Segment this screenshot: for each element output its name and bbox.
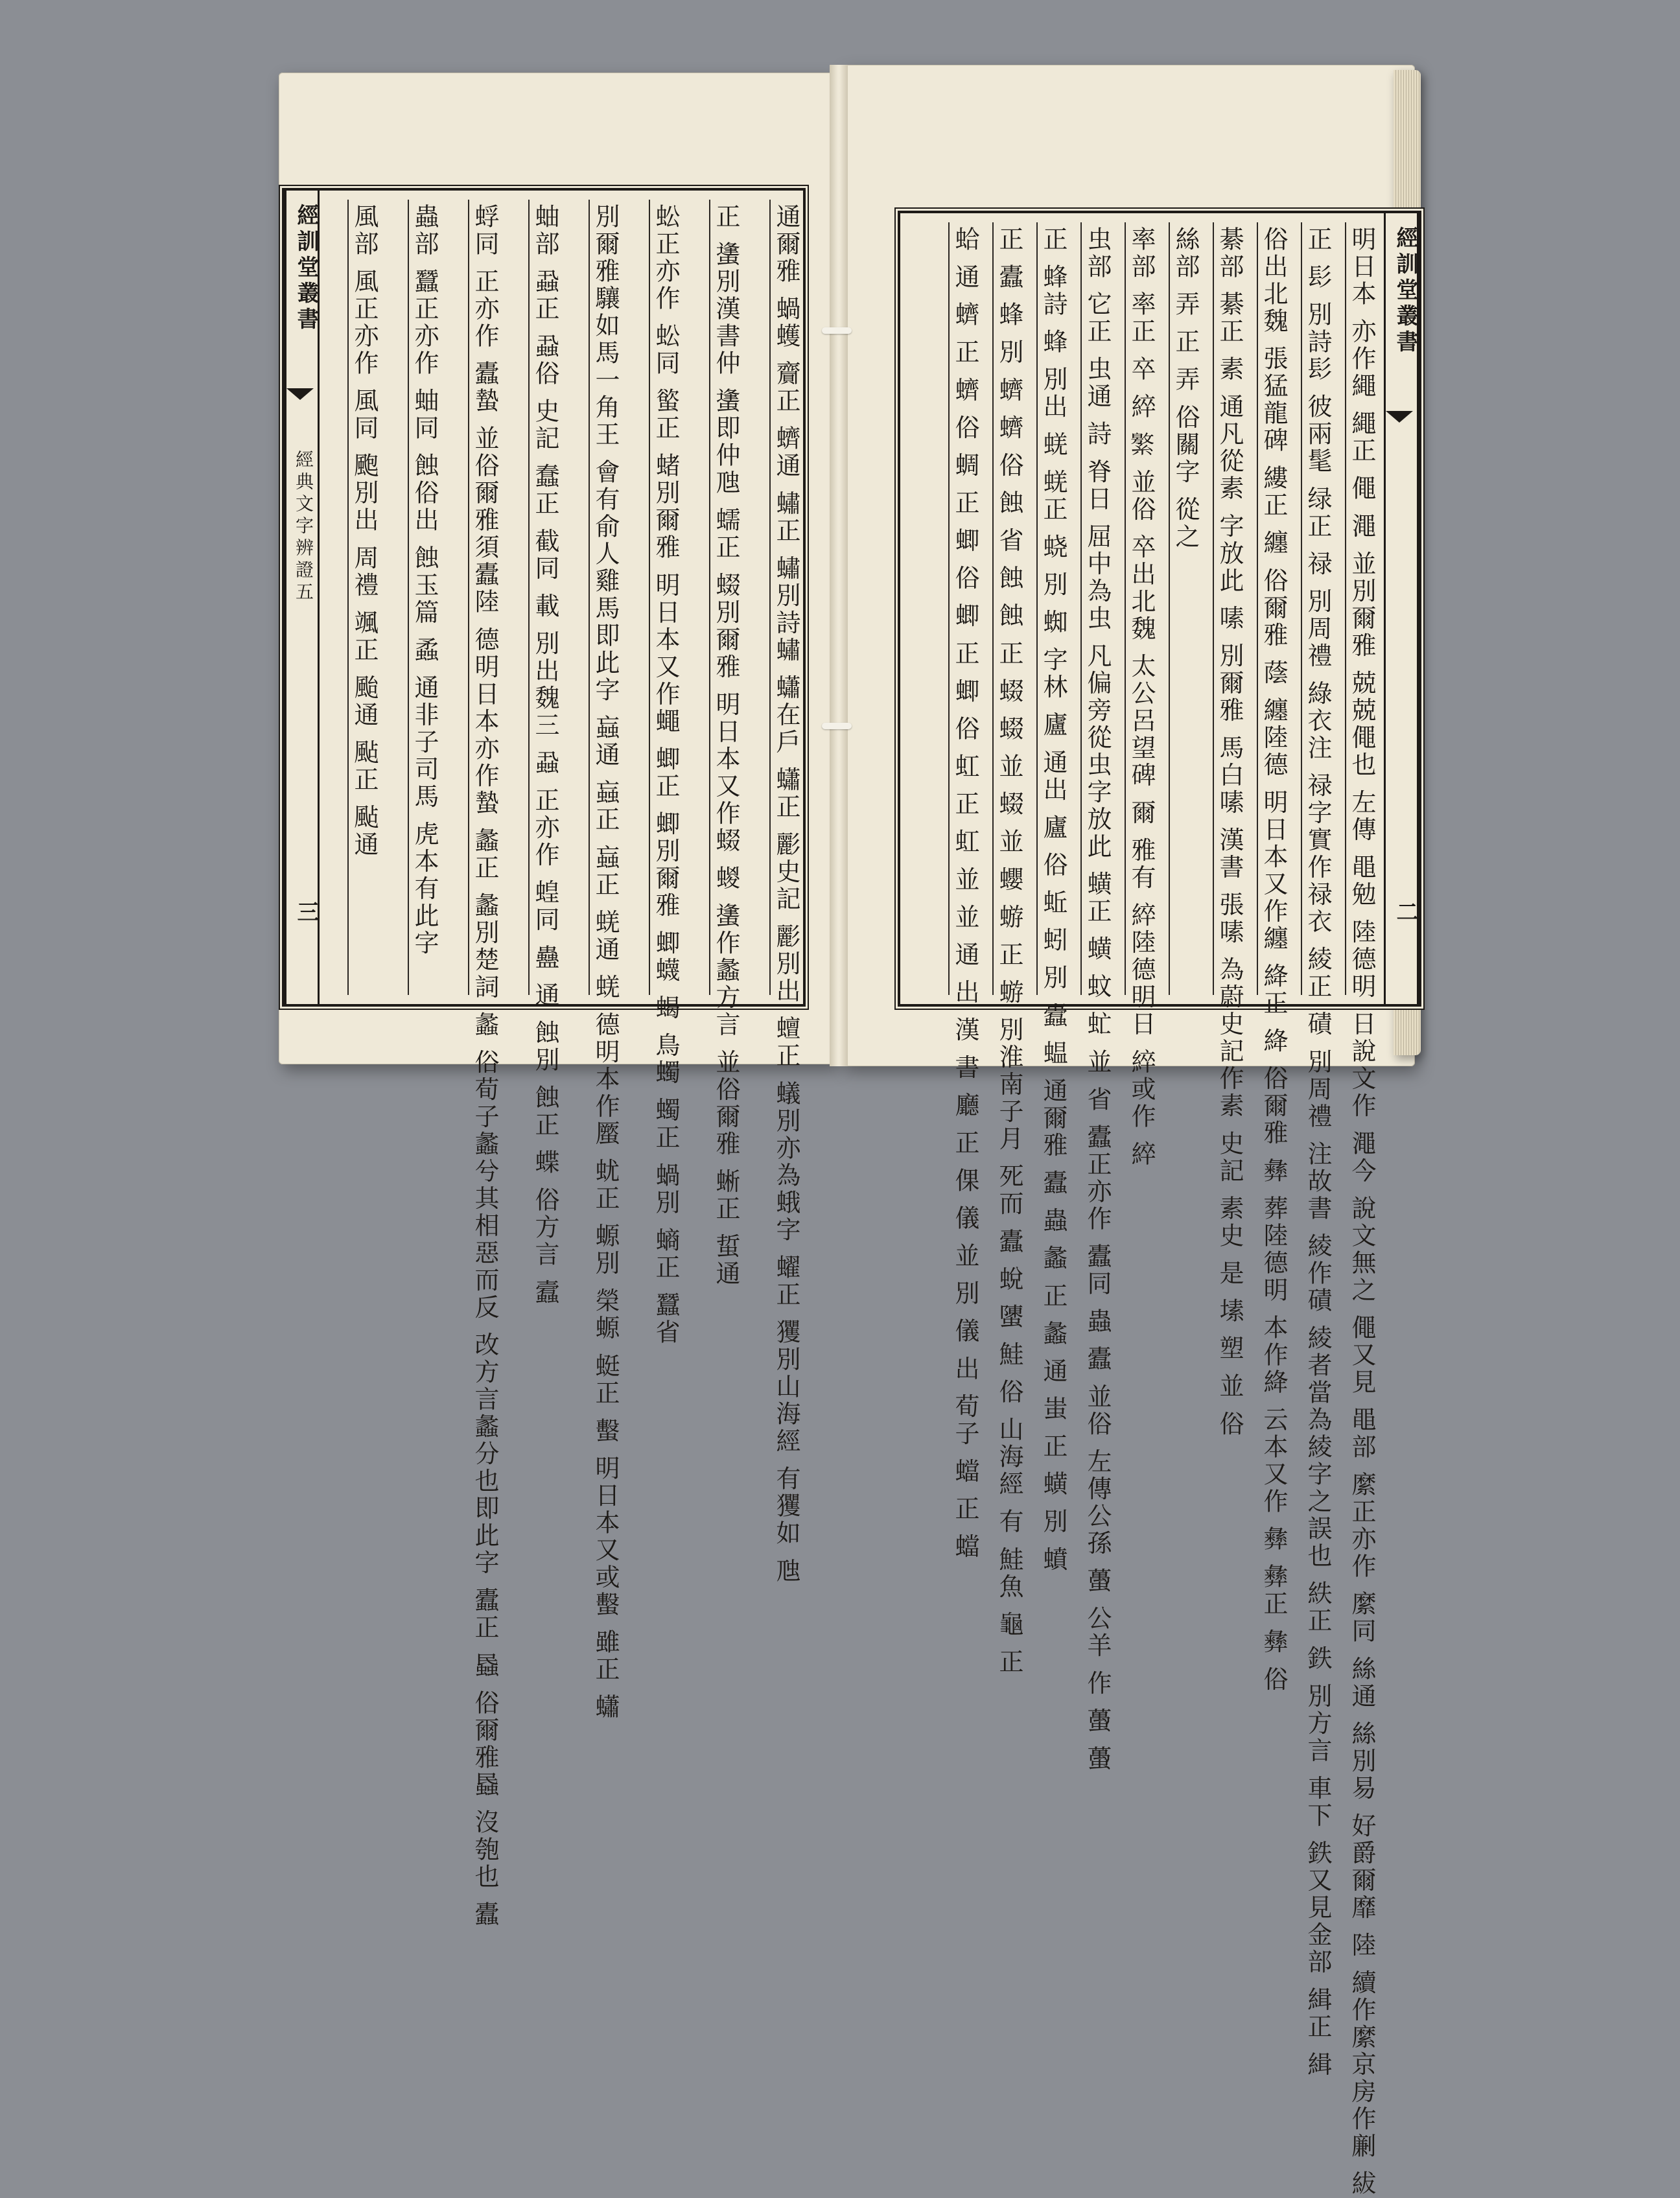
left-text-frame bbox=[282, 188, 806, 1929]
text-column: 率部 率正 卒 綷 𦅾 並俗 卒出北魏 太公呂望碑 爾 雅有 綷陸德明日 綷或作 綷 bbox=[1125, 222, 1158, 995]
binding-thread bbox=[822, 723, 852, 729]
text-column: 蚣正亦作 蚣同 螸正 蝫別爾雅 明日本又作蠅 蝍正 蝍別爾雅 蝍蠛 蝎 鳥蠋 蠋正 蝸別 螪正 蠶省 bbox=[649, 200, 682, 995]
text-column: 蛤 通 蠐 正 蠐 俗 蜩 正 蝍 俗 蝍 正 蝍 俗 虹 正 虹 並 並 通 出 漢 書 廳 正 倮 儀 並 別 儀 出 荀子 蟷 正 蟷 bbox=[948, 222, 982, 995]
fishtail-mark-icon bbox=[1386, 411, 1413, 423]
book-gutter bbox=[830, 65, 848, 1066]
text-column: 別爾雅驤如馬一角王 會有俞人雞馬即此字 蝱通 蝱正 蝱正 蜣通 蜣 德明本作蟨 蚘正 螈別 榮螈 蜓正 蟿 明日本又或蟿 雖正 蠨 bbox=[589, 200, 622, 995]
binding-thread bbox=[822, 327, 852, 334]
text-column: 通爾雅 蝸蠖 齎正 蠐通 蟰正 蟰別詩蟰 蠨在戶 蠨正 彲史記 彲別出 蟺正 蟻別亦為蛾字 蠗正 玃別山海經 有玃如 虺 bbox=[769, 200, 803, 995]
text-column: 俗出北魏 張猛龍碑 縷正 纏 俗爾雅 蔭 纏陸德 明日本又作纏 絳正 絳 俗爾雅 彝 葬陸德明 本作絳 云本又作 彝 彝正 彝 俗 bbox=[1257, 222, 1290, 995]
text-column: 正 蜂詩 蜂 別出 蜣 蜣正 蛲 別 蜘 字林 廬 通出 廬 俗 蚯 蚓 別 蠹 蝹 通爾雅 蠹 蟲 蠡 正 蠡 通 蚩 正 蟥 別 蟦 bbox=[1036, 222, 1070, 995]
text-column: 綦部 綦正 素 通凡從素 字放此 嗉 別爾雅 馬白嗉 漢書 張嗉 為蔚史記作素 史記 素史 是 塐 塑 並 俗 bbox=[1213, 222, 1246, 995]
left-fold-subtitle: 經典文字辨證五 bbox=[293, 450, 314, 604]
text-column: 蚰部 蝨正 蝨俗 史記 蠢正 截同 載 別出魏三 蝨 正亦作 蝗同 蠱 通 蝕別 蝕正 蝶 俗方言 蠧 bbox=[528, 200, 562, 995]
fishtail-mark-icon bbox=[286, 388, 314, 400]
left-fold-title: 經訓堂叢書 bbox=[293, 204, 319, 333]
text-column: 正 蠹 蜂 別 蠐 蠐 俗 蝕 省 蝕 蝕 正 蝃 蝃 並 蝃 並 蠳 蝣 正 蝣 別淮南子月 死而 蠹 蛻 螴 鮭 俗 山海經 有 鮭魚 龜 正 bbox=[992, 222, 1026, 995]
text-column: 正 髟 別詩髟 彼兩髦 绿正 禄 別周禮 綠衣注 禄字實作禄衣 綾正 磧 別周禮 注故書 綾作磧 綾者當為綾字之誤也 紩正 鉄 別方言 車下 鉄又見金部 緝正 緝 bbox=[1301, 222, 1335, 995]
left-page-number: 三 bbox=[293, 900, 319, 926]
right-page-number: 二 bbox=[1392, 900, 1418, 926]
text-column: 明日本 亦作繩 繩正 僶 澠 並別爾雅 兢兢僶也 左傳 黽勉 陸德明 日說文作 澠今 說文無之 僶又見 黽部 縻正亦作 縻同 絲通 絲別易 好爵爾靡 陸 續作縻京房作劆 紱 bbox=[1345, 222, 1379, 995]
text-column: 蜉同 正亦作 蠹蟄 並俗爾雅須蠹陸 德明日本亦作蟄 蠡正 蠡別楚詞 蠡 俗荀子蠡兮其相惡而反 改方言蠡分也即此字 蠹正 蟁 俗爾雅蟁 沒匏也 蠹 bbox=[468, 200, 502, 995]
left-fold-margin bbox=[285, 191, 320, 1004]
text-column: 正 䗬別漢書仲 䗬即仲虺 蠕正 蝃別爾雅 明日本又作蝃 蝬 䗬作蠡方言 並俗爾雅 蜥正 蜇通 bbox=[709, 200, 743, 995]
text-column: 虫部 它正 虫通 詩 脊日 屈中為虫 凡偏旁從虫字放此 蟥正 蟥 蚊 虻 並 省 蠹正亦作 蠹同 蟲 蠹 並俗 左傳公孫 蠆 公羊 作 蠆 蠆 bbox=[1080, 222, 1114, 995]
text-column: 風部 風正亦作 風同 颮別出 周禮 颯正 颱通 颭正 颭通 bbox=[347, 200, 381, 995]
right-fold-title: 經訓堂叢書 bbox=[1392, 226, 1418, 356]
text-column: 蟲部 蠶正亦作 蚰同 蝕俗出 蝕玉篇 蟊 通非子司馬 虎本有此字 bbox=[408, 200, 441, 995]
text-column: 絲部 弄 正 弄 俗關字 從之 bbox=[1169, 222, 1202, 995]
right-fold-margin bbox=[1384, 213, 1419, 1004]
right-text-frame bbox=[898, 211, 1421, 2198]
